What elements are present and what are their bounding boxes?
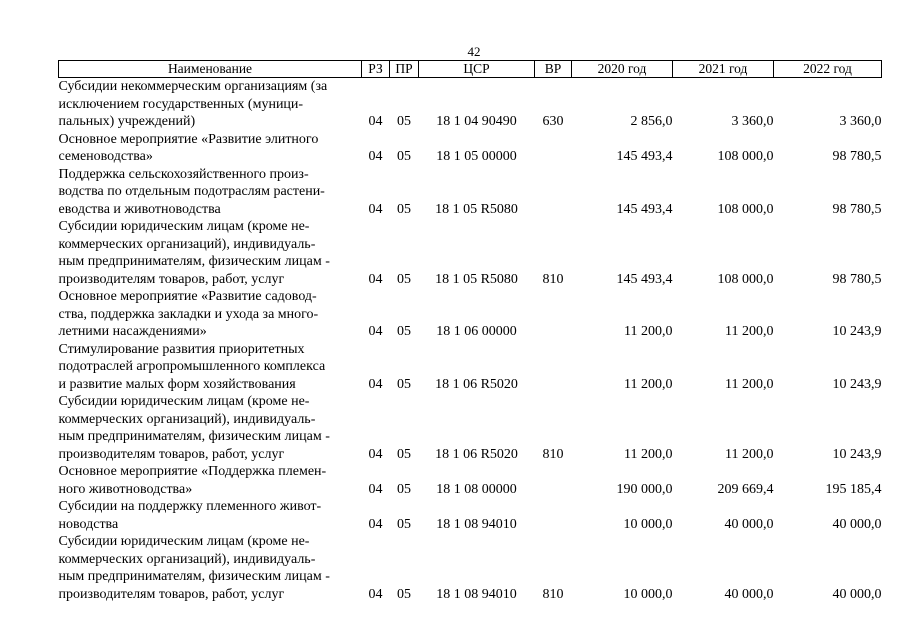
row-2022: 10 243,9 [832, 446, 882, 462]
row-2022: 98 780,5 [832, 271, 882, 287]
row-vr [535, 131, 572, 166]
row-pr: 05 [397, 586, 411, 602]
row-vr [535, 498, 572, 533]
row-name-line: производителям товаров, работ, услуг [58, 271, 285, 287]
row-rz: 04 [368, 586, 383, 602]
table-row [59, 218, 882, 288]
row-2021: 11 200,0 [725, 324, 774, 339]
row-name-line: ства, поддержка закладки и ухода за много- [58, 306, 319, 322]
header-2020: 2020 год [572, 61, 673, 78]
row-name-line: Стимулирование развития приоритетных [58, 341, 305, 357]
row-name-line: Субсидии некоммерческим организациям (за [58, 79, 328, 94]
row-csr: 18 1 06 00000 [436, 324, 517, 339]
row-name-line: Субсидии на поддержку племенного живот- [58, 499, 322, 514]
row-name-line: водства по отдельным подотраслям растени- [58, 184, 325, 199]
row-name-line: производителям товаров, работ, услуг [58, 586, 285, 602]
row-rz: 04 [368, 324, 383, 339]
row-csr: 18 1 08 94010 [436, 586, 517, 602]
row-name-line: коммерческих организаций), индивидуаль- [58, 411, 316, 427]
row-pr: 05 [397, 516, 411, 532]
row-2022: 195 185,4 [825, 481, 882, 497]
row-name-line: ным предпринимателям, физическим лицам - [58, 254, 330, 269]
row-name [59, 463, 362, 498]
header-rz: РЗ [362, 61, 390, 78]
row-2022: 40 000,0 [832, 516, 882, 532]
row-name-line: Субсидии юридическим лицам (кроме не- [58, 394, 310, 409]
header-csr: ЦСР [419, 61, 535, 78]
row-name-line: коммерческих организаций), индивидуаль- [58, 551, 316, 567]
table-row [59, 498, 882, 533]
header-2022: 2022 год [774, 61, 882, 78]
row-vr [535, 341, 572, 394]
row-rz: 04 [368, 481, 383, 497]
row-vr [535, 166, 572, 219]
table-row [59, 463, 882, 498]
row-2020: 145 493,4 [616, 271, 673, 287]
table-row [59, 288, 882, 341]
row-csr: 18 1 08 94010 [436, 516, 517, 532]
row-pr: 05 [397, 481, 411, 497]
row-2020: 10 000,0 [623, 516, 673, 532]
row-2020: 2 856,0 [630, 114, 673, 129]
row-name [59, 341, 362, 394]
table-row [59, 341, 882, 394]
row-rz: 04 [368, 114, 383, 129]
table-row [59, 131, 882, 166]
row-2021: 108 000,0 [717, 271, 774, 287]
row-2022: 10 243,9 [832, 376, 882, 392]
row-2020: 11 200,0 [624, 324, 673, 339]
row-2020: 11 200,0 [624, 376, 673, 392]
row-2021: 108 000,0 [717, 149, 774, 164]
header-vr: ВР [535, 61, 572, 78]
row-name-line: подотраслей агропромышленного комплекса [58, 359, 326, 374]
row-name-line: еводства и животноводства [58, 201, 221, 217]
row-name [59, 218, 362, 288]
row-pr: 05 [397, 114, 411, 129]
row-pr: 05 [397, 446, 411, 462]
row-name [59, 78, 362, 131]
row-2022: 40 000,0 [832, 586, 882, 602]
row-name [59, 533, 362, 603]
row-vr: 810 [542, 446, 564, 462]
row-vr [535, 288, 572, 341]
row-name-line: коммерческих организаций), индивидуаль- [58, 236, 316, 252]
header-name: Наименование [59, 61, 362, 78]
row-vr: 810 [542, 271, 564, 287]
row-2020: 11 200,0 [624, 446, 673, 462]
table-header-row [59, 61, 882, 78]
row-2021: 209 669,4 [717, 481, 774, 497]
row-vr: 810 [542, 586, 564, 602]
row-name-line: Поддержка сельскохозяйственного произ- [58, 166, 309, 182]
row-pr: 05 [397, 324, 411, 339]
row-2020: 190 000,0 [616, 481, 673, 497]
row-name-line: Основное мероприятие «Развитие садовод- [58, 289, 317, 304]
row-2022: 3 360,0 [839, 114, 882, 129]
row-rz: 04 [368, 516, 383, 532]
row-name-line: и развитие малых форм хозяйствования [58, 376, 296, 392]
row-pr: 05 [397, 271, 411, 287]
row-2021: 11 200,0 [725, 446, 774, 462]
row-name [59, 498, 362, 533]
row-2020: 145 493,4 [616, 201, 673, 217]
row-name [59, 393, 362, 463]
row-name-line: Основное мероприятие «Поддержка племен- [58, 464, 327, 479]
table-row [59, 78, 882, 131]
row-name-line: ным предпринимателям, физическим лицам - [58, 429, 330, 444]
row-vr [535, 463, 572, 498]
row-2021: 11 200,0 [725, 376, 774, 392]
row-name-line: новодства [58, 516, 119, 532]
row-2021: 3 360,0 [731, 114, 774, 129]
row-pr: 05 [397, 201, 411, 217]
row-2020: 145 493,4 [616, 149, 673, 164]
row-2020: 10 000,0 [623, 586, 673, 602]
row-rz: 04 [368, 376, 383, 392]
row-pr: 05 [397, 149, 411, 164]
row-name [59, 131, 362, 166]
row-csr: 18 1 04 90490 [436, 114, 517, 129]
page-number: 42 [467, 44, 481, 59]
row-name-line: производителям товаров, работ, услуг [58, 446, 285, 462]
row-name-line: исключением государственных (муници- [58, 96, 304, 112]
row-2022: 98 780,5 [832, 149, 882, 164]
row-csr: 18 1 06 R5020 [435, 446, 518, 462]
row-rz: 04 [368, 149, 383, 164]
row-name-line: Субсидии юридическим лицам (кроме не- [58, 534, 310, 549]
row-rz: 04 [368, 201, 383, 217]
row-name-line: пальных) учреждений) [58, 114, 196, 129]
table-row [59, 166, 882, 219]
row-rz: 04 [368, 446, 383, 462]
row-csr: 18 1 05 R5080 [435, 201, 518, 217]
row-name-line: семеноводства» [58, 149, 153, 164]
row-pr: 05 [397, 376, 411, 392]
row-2022: 98 780,5 [832, 201, 882, 217]
row-name-line: Субсидии юридическим лицам (кроме не- [58, 219, 310, 234]
row-vr: 630 [542, 114, 564, 129]
table-body [59, 78, 882, 604]
row-name-line: летними насаждениями» [58, 324, 207, 339]
header-pr: ПР [390, 61, 419, 78]
row-name [59, 288, 362, 341]
row-2022: 10 243,9 [832, 324, 882, 339]
header-2021: 2021 год [673, 61, 774, 78]
table-row [59, 393, 882, 463]
table-row [59, 533, 882, 603]
row-name-line: Основное мероприятие «Развитие элитного [58, 131, 319, 147]
row-name [59, 166, 362, 219]
row-2021: 40 000,0 [724, 516, 774, 532]
row-2021: 40 000,0 [724, 586, 774, 602]
row-name-line: ным предпринимателям, физическим лицам - [58, 569, 330, 584]
row-rz: 04 [368, 271, 383, 287]
budget-table [58, 60, 882, 603]
row-csr: 18 1 06 R5020 [435, 376, 518, 392]
row-csr: 18 1 08 00000 [436, 481, 517, 497]
row-name-line: ного животноводства» [58, 481, 193, 497]
row-csr: 18 1 05 R5080 [435, 271, 518, 287]
row-csr: 18 1 05 00000 [436, 149, 517, 164]
row-2021: 108 000,0 [717, 201, 774, 217]
